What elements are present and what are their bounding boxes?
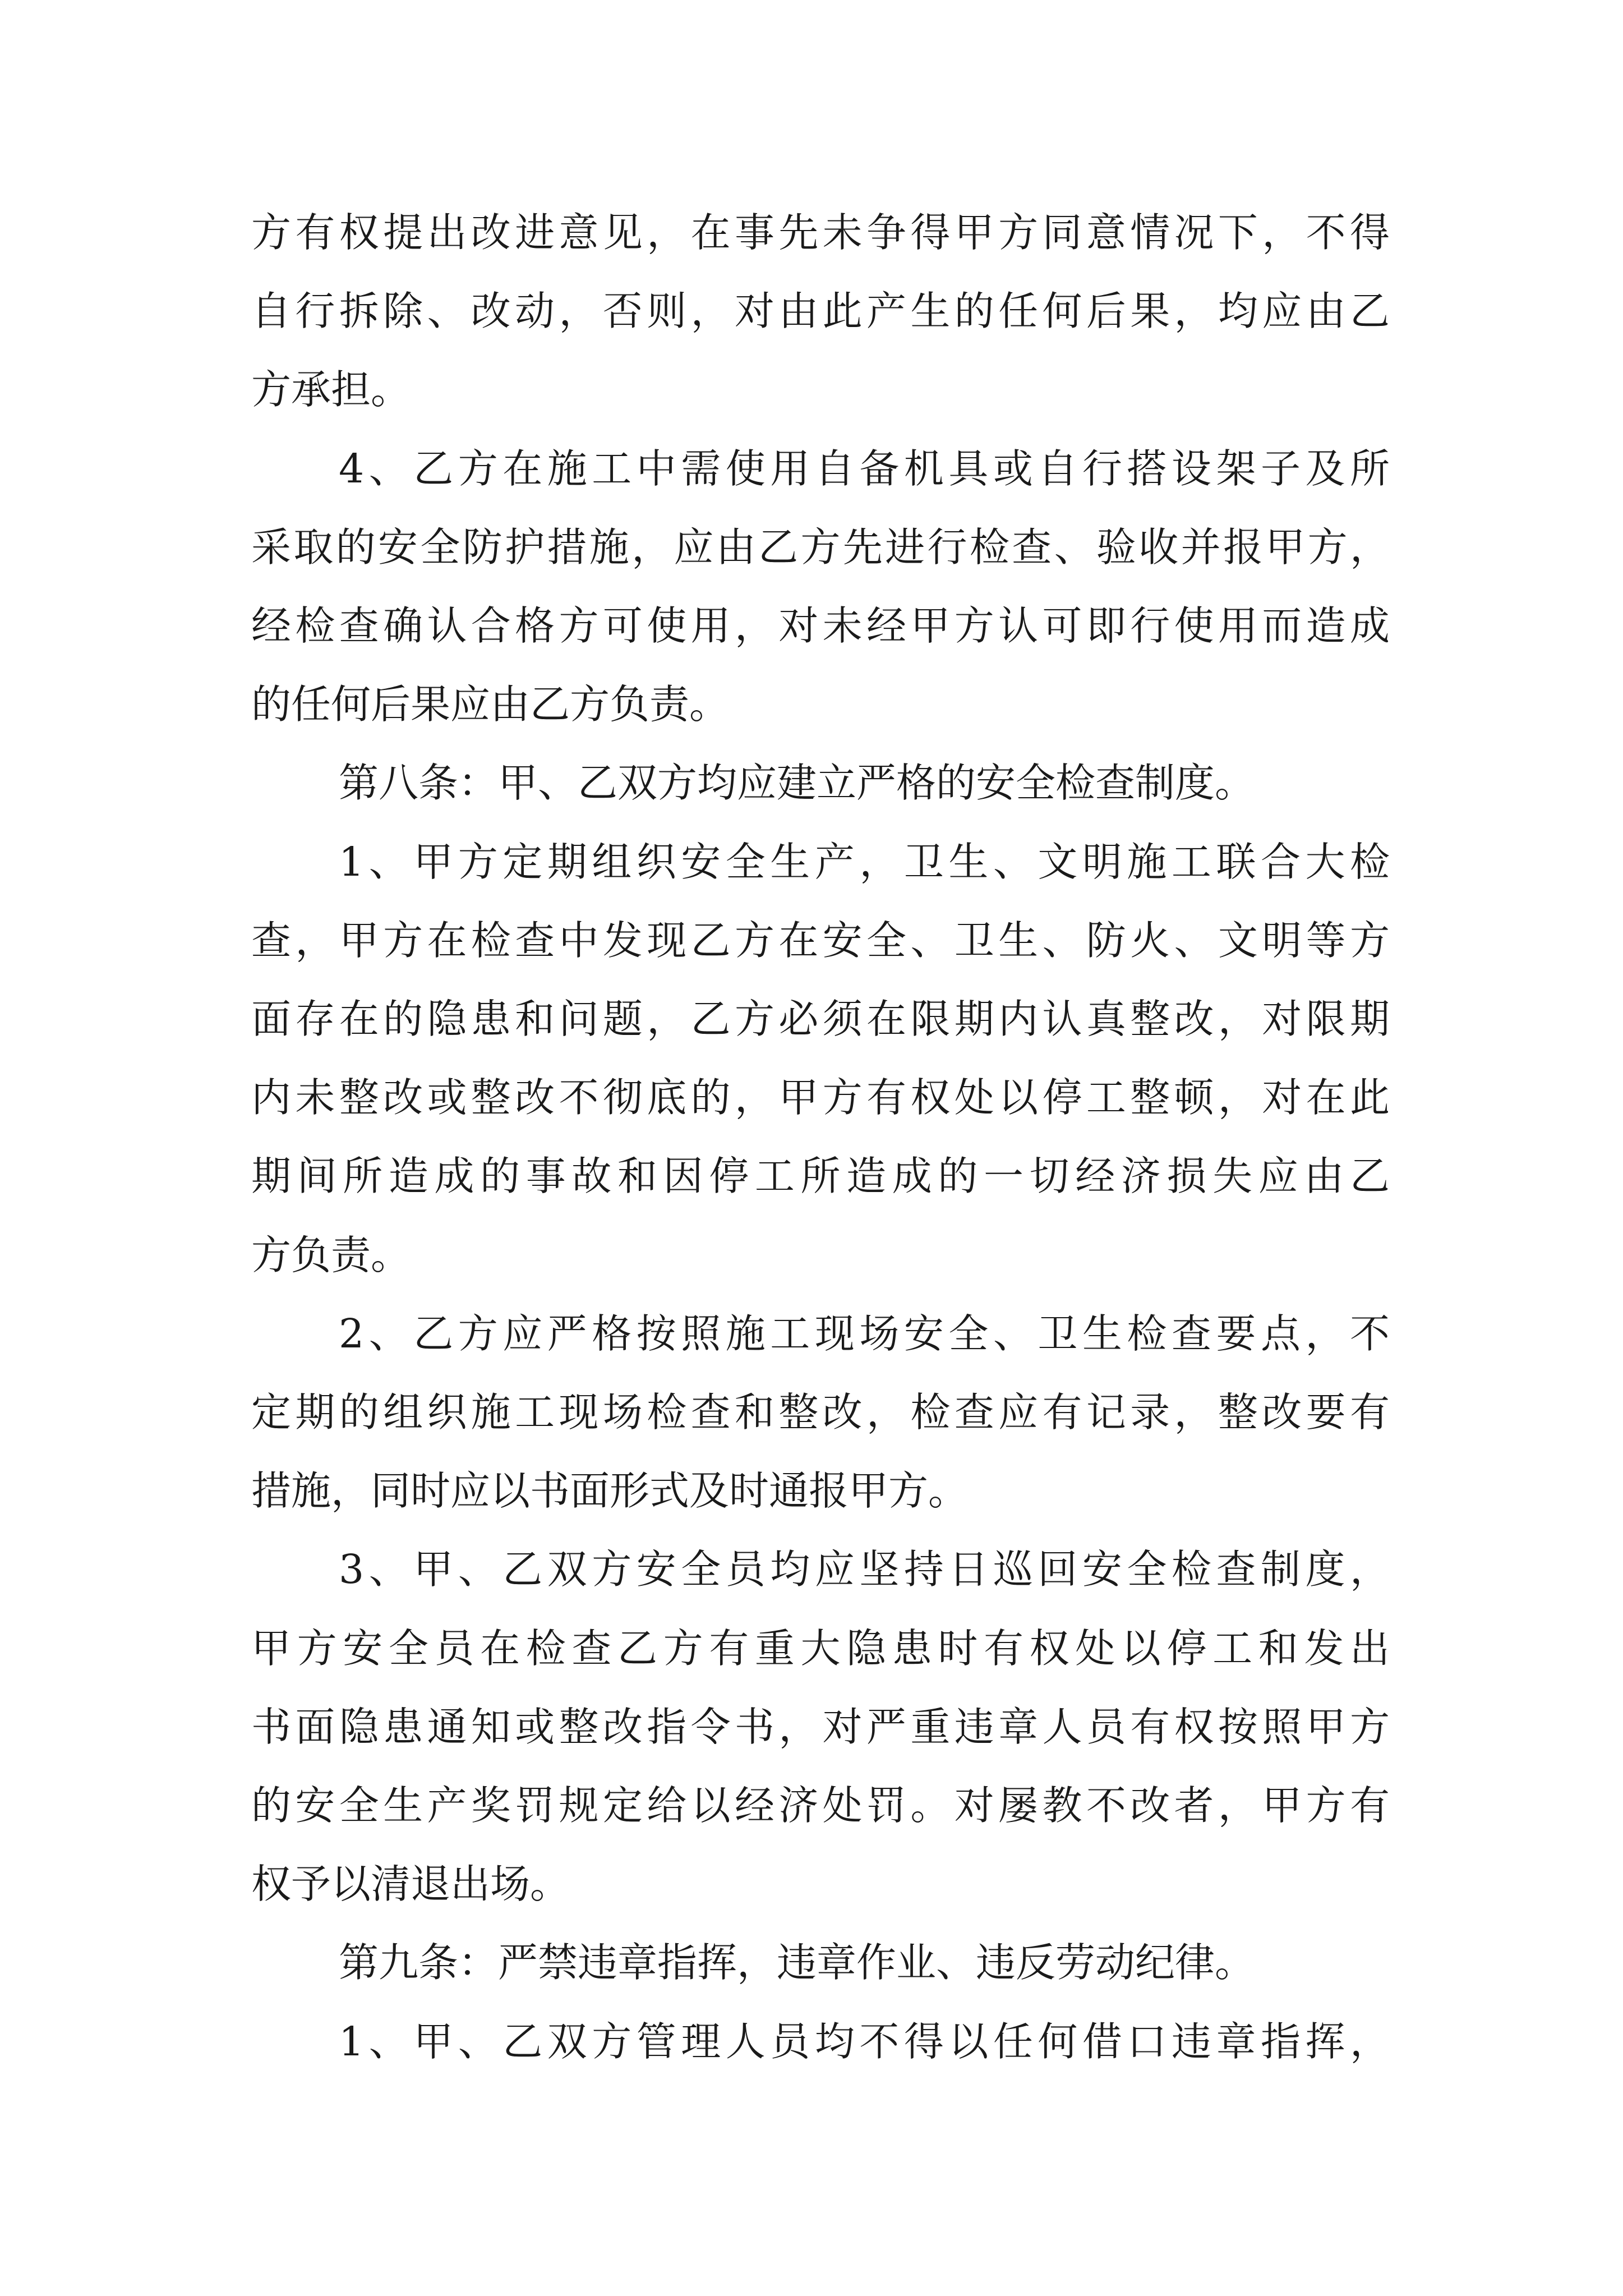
text-line: 2、乙方应严格按照施工现场安全、卫生检查要点，不 xyxy=(339,1310,1390,1357)
text-line: 甲方安全员在检查乙方有重大隐患时有权处以停工和发出 xyxy=(251,1625,1390,1672)
text-line: 方有权提出改进意见，在事先未争得甲方同意情况下，不得 xyxy=(251,209,1390,256)
text-line: 期间所造成的事故和因停工所造成的一切经济损失应由乙 xyxy=(251,1153,1390,1199)
text-line: 方承担。 xyxy=(251,366,411,413)
text-line: 的安全生产奖罚规定给以经济处罚。对屡教不改者，甲方有 xyxy=(251,1782,1390,1829)
text-line: 权予以清退出场。 xyxy=(251,1861,570,1907)
text-line: 措施，同时应以书面形式及时通报甲方。 xyxy=(251,1467,969,1514)
text-line: 查，甲方在检查中发现乙方在安全、卫生、防火、文明等方 xyxy=(251,917,1390,964)
text-line: 方负责。 xyxy=(251,1232,411,1278)
text-line: 第九条：严禁违章指挥，违章作业、违反劳动纪律。 xyxy=(339,1939,1255,1986)
text-line: 1、甲方定期组织安全生产，卫生、文明施工联合大检 xyxy=(339,839,1390,885)
text-line: 采取的安全防护措施，应由乙方先进行检查、验收并报甲方， xyxy=(251,524,1390,570)
text-line: 内未整改或整改不彻底的，甲方有权处以停工整顿，对在此 xyxy=(251,1074,1390,1121)
text-line: 面存在的隐患和问题，乙方必须在限期内认真整改，对限期 xyxy=(251,996,1390,1042)
text-line: 3、甲、乙双方安全员均应坚持日巡回安全检查制度， xyxy=(339,1546,1390,1593)
text-line: 自行拆除、改动，否则，对由此产生的任何后果，均应由乙 xyxy=(251,288,1390,334)
text-line: 经检查确认合格方可使用，对未经甲方认可即行使用而造成 xyxy=(251,602,1390,649)
text-line: 定期的组织施工现场检查和整改，检查应有记录，整改要有 xyxy=(251,1389,1390,1435)
text-line: 4、乙方在施工中需使用自备机具或自行搭设架子及所 xyxy=(339,445,1390,492)
text-line: 的任何后果应由乙方负责。 xyxy=(251,681,730,728)
text-line: 书面隐患通知或整改指令书，对严重违章人员有权按照甲方 xyxy=(251,1704,1390,1750)
text-line: 1、甲、乙双方管理人员均不得以任何借口违章指挥， xyxy=(339,2018,1390,2065)
text-line: 第八条：甲、乙双方均应建立严格的安全检查制度。 xyxy=(339,760,1255,806)
